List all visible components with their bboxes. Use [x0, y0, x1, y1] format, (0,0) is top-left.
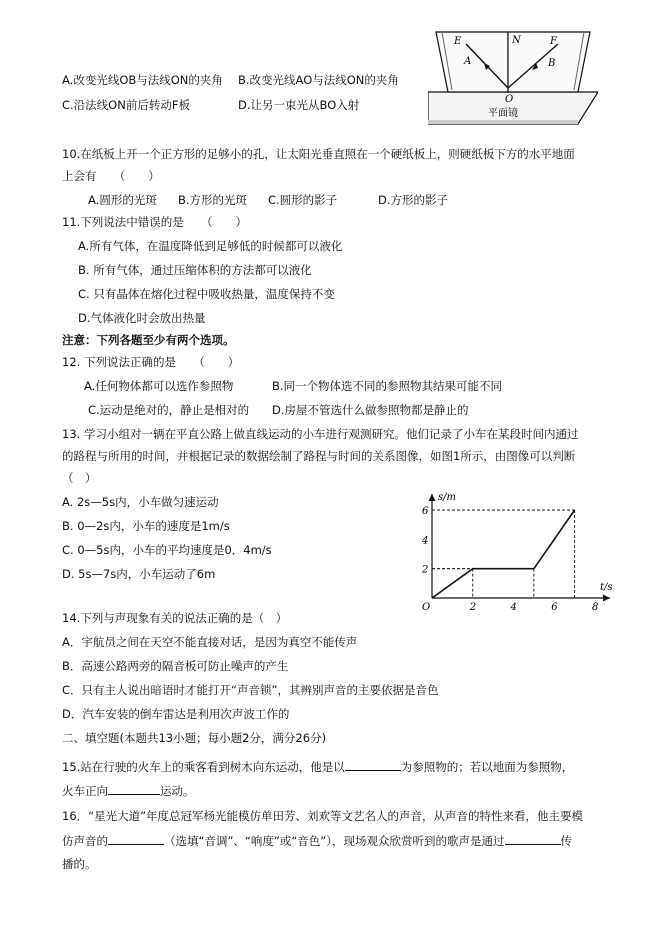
q15-text-2: 为参照物的；若以地面为参照物，: [400, 760, 574, 774]
x-tick-label: 4: [510, 602, 517, 613]
q13-stem-line3: （ ）: [62, 471, 97, 485]
q15-text-1: 15.站在行驶的火车上的乘客看到树木向东运动，他是以: [62, 760, 345, 774]
q11-option-c: C. 只有晶体在熔化过程中吸收热量，温度保持不变: [78, 287, 335, 301]
q10-option-b: B.方形的光斑: [178, 193, 248, 207]
q15-line1: [62, 758, 573, 775]
q9-option-a: A.改变光线OB与法线ON的夹角: [62, 73, 223, 87]
q16-blank-2[interactable]: [505, 832, 561, 845]
y-axis-label: s/m: [438, 492, 456, 503]
q15-line2: [62, 782, 195, 799]
q12-option-a: A.任何物体都可以选作参照物: [84, 379, 234, 393]
q12-option-c: C.运动是绝对的，静止是相对的: [88, 403, 250, 417]
label-b: B: [548, 58, 556, 69]
label-f: F: [550, 36, 557, 47]
q10-stem-line2: 上会有 （ ）: [62, 169, 160, 183]
q10-option-d: D.方形的影子: [378, 193, 449, 207]
q11-option-a: A.所有气体，在温度降低到足够低的时候都可以液化: [78, 239, 343, 253]
q11-option-b: B. 所有气体，通过压缩体积的方法都可以液化: [78, 263, 312, 277]
q9-option-b: B.改变光线AO与法线ON的夹角: [238, 73, 399, 87]
series-line: [432, 510, 575, 598]
label-e: E: [454, 36, 462, 47]
q14-option-a: A．宇航员之间在天空不能直接对话，是因为真空不能传声: [62, 635, 358, 649]
y-tick-label: 6: [422, 506, 429, 517]
label-n: N: [512, 35, 521, 46]
q14-option-b: B．高速公路两旁的隔音板可防止噪声的产生: [62, 659, 289, 673]
q15-text-4: 运动。: [160, 784, 195, 798]
q10-option-c: C.圆形的影子: [268, 193, 338, 207]
q13-option-d: D. 5s—7s内，小车运动了6m: [62, 567, 216, 581]
q10-option-a: A.圆形的光斑: [88, 193, 157, 207]
q11-stem: 11.下列说法中错误的是 （ ）: [62, 215, 248, 229]
q12-option-b: B.同一个物体选不同的参照物其结果可能不同: [272, 379, 503, 393]
q9-option-c: C.沿法线ON前后转动F板: [62, 98, 190, 112]
q16-text-1: 仿声音的: [62, 834, 108, 848]
q15-blank-2[interactable]: [108, 782, 160, 795]
q10-stem-line1: 10.在纸板上开一个正方形的足够小的孔，让太阳光垂直照在一个硬纸板上，则硬纸板下方的水平地面: [62, 147, 575, 161]
x-tick-label: 2: [469, 602, 477, 613]
q16-line2: [62, 832, 572, 849]
section-2-heading: 二、填空题(本题共13小题；每小题2分，满分26分): [62, 731, 327, 745]
q16-line3: 播的。: [62, 857, 97, 871]
y-tick-label: 2: [422, 564, 429, 576]
q13-option-c: C. 0—5s内，小车的平均速度是0．4m/s: [62, 543, 272, 557]
x-tick-label: 6: [551, 602, 558, 613]
q9-option-d: D.让另一束光从BO入射: [238, 98, 360, 112]
label-o: O: [505, 94, 514, 105]
q14-option-d: D．汽车安装的倒车雷达是利用次声波工作的: [62, 707, 290, 721]
x-tick-label: 8: [592, 602, 599, 613]
x-axis-label: t/s: [600, 582, 613, 593]
label-mirror: 平面镜: [488, 108, 518, 119]
q11-option-d: D.气体液化时会放出热量: [78, 311, 206, 325]
q14-option-c: C．只有主人说出暗语时才能打开“声音锁”，其辨别声音的主要依据是音色: [62, 683, 439, 697]
q12-option-d: D.房屋不管选什么做参照物都是静止的: [272, 403, 469, 417]
q15-text-3: 火车正向: [62, 784, 108, 798]
origin-label: O: [422, 602, 431, 613]
q13-option-a: A. 2s—5s内，小车做匀速运动: [62, 495, 219, 509]
q16-text-2: （选填“音调”、“响度”或“音色”），现场观众欣赏听到的歌声是通过: [164, 834, 505, 848]
q14-stem: 14.下列与声现象有关的说法正确的是（ ）: [62, 611, 288, 625]
distance-time-chart: [420, 488, 620, 616]
q15-blank-1[interactable]: [345, 758, 401, 771]
q16-blank-1[interactable]: [108, 832, 164, 845]
q13-stem-line2: 的路程与所用的时间，并根据记录的数据绘制了路程与时间的关系图像，如图1所示，由图像可以判断: [62, 449, 576, 463]
q16-text-3: 传: [560, 834, 572, 848]
q13-option-b: B. 0—2s内，小车的速度是1m/s: [62, 519, 230, 533]
y-tick-label: 4: [422, 535, 429, 547]
mirror-experiment-figure: [428, 30, 598, 126]
q13-stem-line1: 13. 学习小组对一辆在平直公路上做直线运动的小车进行观测研究。他们记录了小车在某段时间内通过: [62, 427, 579, 441]
multi-choice-note: 注意：下列各题至少有两个选项。: [62, 333, 235, 347]
label-a: A: [464, 56, 472, 67]
q16-line1: 16．“星光大道”年度总冠军杨光能模仿单田芳、刘欢等文艺名人的声音，从声音的特性来看，他主要模: [62, 809, 584, 823]
q12-stem: 12. 下列说法正确的是 （ ）: [62, 355, 240, 369]
